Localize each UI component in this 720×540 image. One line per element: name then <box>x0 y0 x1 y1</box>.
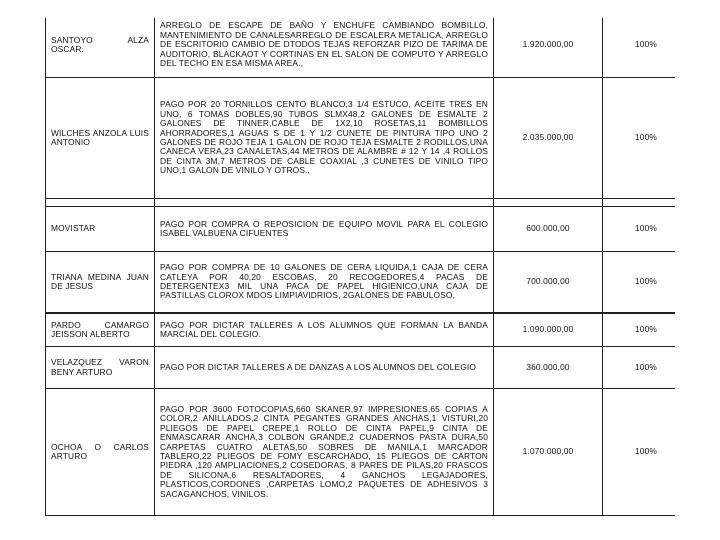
row-separator <box>46 199 676 207</box>
expense-table <box>45 18 675 516</box>
payee-name: TRIANA MEDINA JUAN DE JESUS <box>46 252 155 314</box>
payee-name: OCHOA O CARLOS ARTURO <box>46 389 155 516</box>
payment-amount: 600.000,00 <box>494 207 603 252</box>
payment-amount: 1.070.000,00 <box>494 389 603 516</box>
table-row <box>46 389 676 516</box>
separator-cell <box>494 199 603 207</box>
payment-percent: 100% <box>603 313 676 347</box>
payment-percent: 100% <box>603 207 676 252</box>
table-row <box>46 313 676 347</box>
payee-name: VELAZQUEZ VARON BENY ARTURO <box>46 347 155 389</box>
separator-cell <box>603 199 676 207</box>
table-row <box>46 78 676 199</box>
payment-percent: 100% <box>603 252 676 314</box>
payment-percent: 100% <box>603 18 676 78</box>
payment-description: ARREGLO DE ESCAPE DE BAÑO Y ENCHUFE CAMBIANDO BOMBILLO, MANTENIMIENTO DE CANALESARREGLO DE ESCALERA METALICA, ARREGLO DE ESCRITORIO CAMBIO DE DTODOS TEJAS REFORZAR PIZO DE TARIMA DE AUDITORIO, BLACKAOT Y CORTINAS EN EL SALON DE COMPUTO Y ARREGLO DEL TECHO EN ESA MISMA AREA., <box>155 18 494 78</box>
payee-name: WILCHES ANZOLA LUIS ANTONIO <box>46 78 155 199</box>
table-row <box>46 18 676 78</box>
payment-amount: 700.000,00 <box>494 252 603 314</box>
payment-percent: 100% <box>603 347 676 389</box>
payee-name: SANTOYO ALZA OSCAR. <box>46 18 155 78</box>
table-row <box>46 207 676 252</box>
payment-amount: 360.000,00 <box>494 347 603 389</box>
payment-amount: 1.090.000,00 <box>494 313 603 347</box>
payment-amount: 2.035.000,00 <box>494 78 603 199</box>
separator-cell <box>46 199 155 207</box>
payment-description: PAGO POR COMPRA DE 10 GALONES DE CERA LIQUIDA,1 CAJA DE CERA CATLEYA POR 40,20 ESCOBAS, 20 RECOGEDORES,4 PACAS DE DETERGENTEX3 MIL UNA PACA DE PAPEL HIGIENICO,UNA CAJA DE PASTILLAS CLOROX MDOS LIMPIAVIDRIOS, 2GALONES DE FABULOSO, <box>155 252 494 314</box>
payee-name: PARDO CAMARGO JEISSON ALBERTO <box>46 313 155 347</box>
payment-percent: 100% <box>603 78 676 199</box>
payment-amount: 1.920.000,00 <box>494 18 603 78</box>
payment-description: PAGO POR DICTAR TALLERES A LOS ALUMNOS QUE FORMAN LA BANDA MARCIAL DEL COLEGIO. <box>155 313 494 347</box>
payee-name: MOVISTAR <box>46 207 155 252</box>
payment-percent: 100% <box>603 389 676 516</box>
payment-description: PAGO POR 20 TORNILLOS CENTO BLANCO,3 1/4 ESTUCO, ACEITE TRES EN UNO, 6 TOMAS DOBLES,90 TUBOS SLMX48,2 GALONES DE ESMALTE 2 GALONES DE TINNER,CABLE DE 1X2,10 ROSETAS,11 BOMBILLOS AHORRADORES,1 AGUAS S DE 1 Y 1/2 CUNETE DE PINTURA TIPO UNO 2 GALONES DE ROJO TEJA 1 GALON DE ROJO TEJA ESMALTE 2 RODILLOS,UNA CANECA VERA,23 CANALETAS,44 METROS DE ALAMBRE # 12 Y 14 ,4 ROLLOS DE CINTA 3M,7 METROS DE CABLE COAXIAL ,3 CUNETES DE VINILO TIPO UNO,1 GALON DE VINILO Y OTROS., <box>155 78 494 199</box>
payment-description: PAGO POR COMPRA O REPOSICION DE EQUIPO MOVIL PARA EL COLEGIO ISABEL VALBUENA CIFUENTES <box>155 207 494 252</box>
separator-cell <box>155 199 494 207</box>
expense-report-page <box>45 18 675 528</box>
table-row <box>46 252 676 314</box>
payment-description: PAGO POR DICTAR TALLERES A DE DANZAS A LOS ALUMNOS DEL COLEGIO <box>155 347 494 389</box>
payment-description: PAGO POR 3600 FOTOCOPIAS,660 SKANER,97 IMPRESIONES,65 COPIAS A COLOR,2 ANILLADOS,2 CINTA PEGANTES GRANDES ANCHAS,1 VISTURI,20 PLIEGOS DE PAPEL CREPE,1 ROLLO DE CINTA PAPEL,9 CINTA DE ENMASCARAR ANCHA,3 COLBON GRANDE,2 CUADERNOS PASTA DURA,50 CARPETAS CUATRO ALETAS,50 SOBRES DE MANILA,1 MARCADOR TABLERO,22 PLIEGOS DE FOMY ESCARCHADO, 15 PLIEGOS DE CARTON PIEDRA ,120 AMPLIACIONES,2 COSEDORAS, 8 PARES DE PILAS,20 FRASCOS DE SILICONA,6 RESALTADORES, 4 GANCHOS LEGAJADORES, PLASTICOS,CORDONES ,CARPETAS LOMO,2 PAQUETES DE ADHESIVOS 3 SACAGANCHOS, VINILOS. <box>155 389 494 516</box>
table-row <box>46 347 676 389</box>
